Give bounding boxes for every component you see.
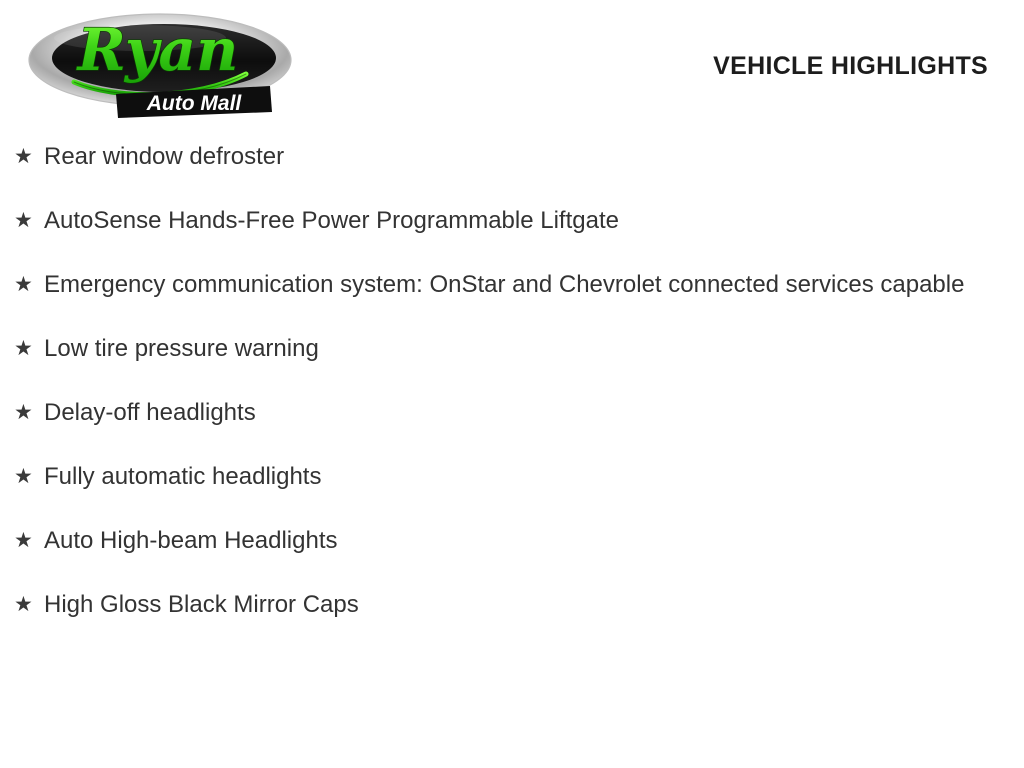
list-item-label: Rear window defroster — [44, 143, 285, 170]
star-icon: ★ — [14, 401, 33, 424]
list-item-label: Emergency communication system: OnStar and Chevrolet connected services capable — [44, 271, 965, 298]
star-icon: ★ — [14, 209, 33, 232]
list-item-label: Delay-off headlights — [44, 399, 256, 426]
list-item-label: Fully automatic headlights — [44, 463, 322, 490]
svg-text:Auto Mall: Auto Mall — [146, 92, 242, 115]
list-item — [0, 588, 1024, 621]
list-item — [0, 460, 1024, 493]
star-icon: ★ — [14, 337, 33, 360]
list-item — [0, 204, 1024, 237]
list-item — [0, 268, 1024, 301]
page-title: VEHICLE HIGHLIGHTS — [713, 52, 988, 80]
list-item-label: AutoSense Hands-Free Power Programmable Liftgate — [44, 207, 619, 234]
list-item — [0, 524, 1024, 557]
star-icon: ★ — [14, 273, 33, 296]
star-icon: ★ — [14, 465, 33, 488]
list-item-label: Low tire pressure warning — [44, 335, 319, 362]
star-icon: ★ — [14, 593, 33, 616]
vehicle-highlights-list — [0, 140, 1024, 652]
list-item-label: High Gloss Black Mirror Caps — [44, 591, 359, 618]
list-item-label: Auto High-beam Headlights — [44, 527, 338, 554]
star-icon: ★ — [14, 145, 33, 168]
page-header — [0, 0, 1024, 128]
list-item — [0, 140, 1024, 173]
ryan-auto-mall-logo — [20, 8, 295, 123]
list-item — [0, 332, 1024, 365]
star-icon: ★ — [14, 529, 33, 552]
list-item — [0, 396, 1024, 429]
svg-text:Ryan: Ryan — [77, 16, 239, 84]
